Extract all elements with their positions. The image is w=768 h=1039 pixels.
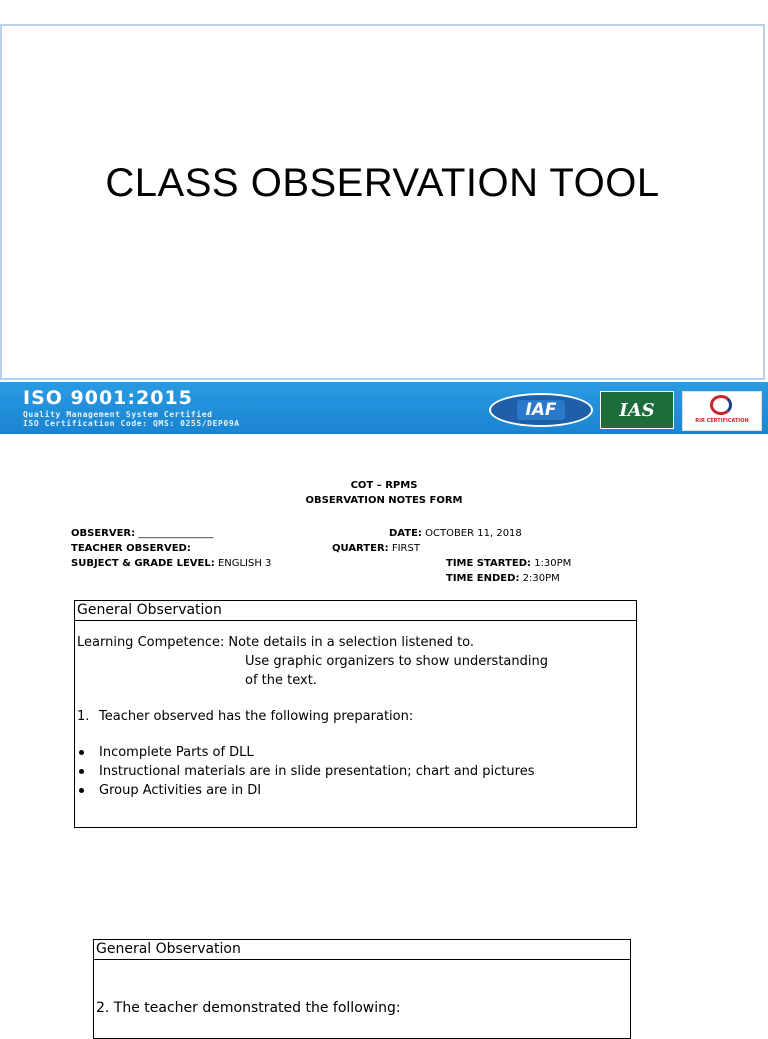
numbered-item-number: 1. — [77, 709, 90, 724]
observer-label: OBSERVER: — [71, 528, 136, 539]
observer-field — [71, 528, 213, 539]
ias-logo-icon — [600, 391, 674, 429]
iaf-logo-text: IAF — [517, 400, 564, 420]
time-started-label: TIME STARTED: — [446, 558, 531, 569]
teacher-field — [71, 543, 191, 554]
date-value: OCTOBER 11, 2018 — [425, 528, 522, 539]
time-ended-field — [446, 573, 560, 584]
time-started-value: 1:30PM — [534, 558, 572, 569]
preparation-list — [77, 743, 634, 800]
competence-line-1: Note details in a selection listened to. — [228, 635, 475, 650]
iso-code-line: ISO Certification Code: QMS: 0255/DEP09A — [23, 419, 240, 428]
competence-row — [77, 633, 634, 652]
competence-label: Learning Competence: — [77, 635, 225, 650]
list-item: Instructional materials are in slide presentation; chart and pictures — [77, 762, 634, 781]
competence-line-3: of the text. — [245, 673, 317, 688]
time-started-field — [446, 558, 571, 569]
observation-box-1 — [74, 600, 637, 828]
observation-heading-1: General Observation — [75, 601, 636, 621]
iso-title: ISO 9001:2015 — [23, 387, 193, 409]
iaf-logo-icon — [489, 393, 593, 427]
quarter-label: QUARTER: — [332, 543, 389, 554]
observation-box-2 — [93, 939, 631, 1039]
date-field — [389, 528, 522, 539]
competence-line-2: Use graphic organizers to show understanding — [245, 654, 548, 669]
list-item: Group Activities are in DI — [77, 781, 634, 800]
quarter-value: FIRST — [391, 543, 420, 554]
form-heading-notes: OBSERVATION NOTES FORM — [305, 495, 463, 506]
page-title: CLASS OBSERVATION TOOL — [105, 161, 660, 205]
time-ended-label: TIME ENDED: — [446, 573, 520, 584]
subject-field — [71, 558, 271, 569]
rir-logo-icon — [682, 391, 762, 431]
observer-value: _______________ — [138, 528, 214, 539]
numbered-item-1 — [77, 707, 634, 726]
rir-logo-text: RIR CERTIFICATION — [695, 418, 749, 424]
quarter-field — [332, 543, 420, 554]
date-label: DATE: — [389, 528, 422, 539]
subject-label: SUBJECT & GRADE LEVEL: — [71, 558, 215, 569]
list-item: Incomplete Parts of DLL — [77, 743, 634, 762]
subject-value: ENGLISH 3 — [217, 558, 272, 569]
demonstrated-item: 2. The teacher demonstrated the following: — [96, 1000, 401, 1016]
cover-slide — [0, 24, 765, 380]
observation-heading-2: General Observation — [94, 940, 630, 960]
form-heading-cot: COT – RPMS — [350, 480, 418, 491]
numbered-item-text: Teacher observed has the following preparation: — [99, 709, 414, 724]
time-ended-value: 2:30PM — [522, 573, 560, 584]
observation-body-1 — [75, 621, 636, 802]
rir-swirl-icon — [710, 395, 732, 415]
ias-logo-text: IAS — [619, 399, 655, 421]
iso-certified-line: Quality Management System Certified — [23, 410, 213, 419]
observation-body-2 — [94, 1000, 630, 1016]
teacher-label: TEACHER OBSERVED: — [71, 543, 191, 554]
